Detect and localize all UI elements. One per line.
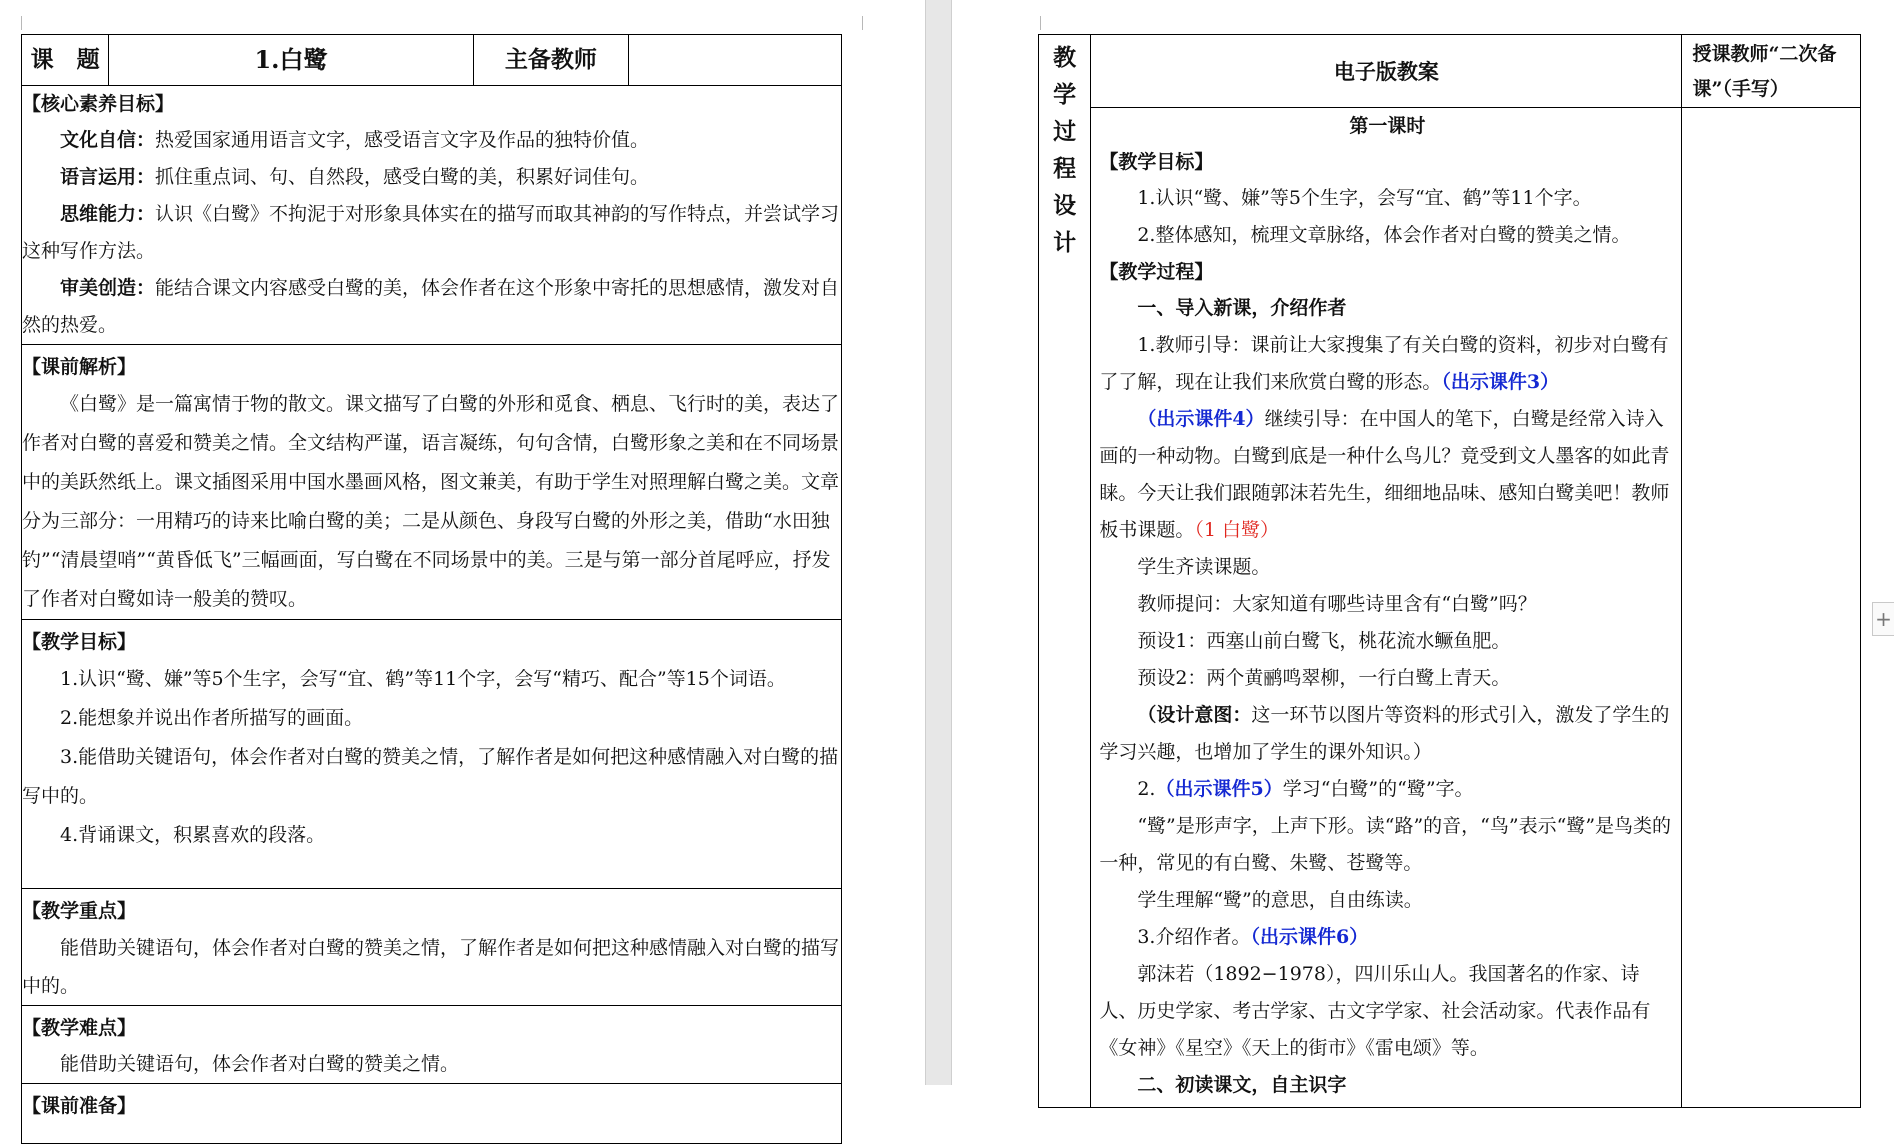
prep-section	[22, 1084, 842, 1144]
process-paragraph: 教师提问：大家知道有哪些诗里含有“白鹭”吗？	[1137, 593, 1537, 615]
process-paragraph: “鹭”是形声字，上声下形。读“路”的音，“鸟”表示“鹭”是鸟类的一种，常见的有白鹭、朱鹭、苍鹭等。	[1099, 815, 1672, 874]
goal-thinking: 思维能力：认识《白鹭》不拘泥于对形象具体实在的描写而取其神韵的写作特点，并尝试学习这种写作方法。	[22, 203, 840, 262]
lead-teacher-label: 主备教师	[473, 35, 629, 86]
pre-analysis-heading: 【课前解析】	[22, 356, 137, 378]
core-goals-heading: 【核心素养目标】	[22, 93, 175, 115]
slide-tag: （出示课件4）	[1137, 408, 1265, 430]
teacher-notes-header: 授课教师“二次备课”（手写）	[1682, 35, 1861, 108]
left-page	[0, 0, 925, 1117]
key-points-section	[22, 889, 842, 1006]
process-paragraph: 3.介绍作者。（出示课件6）	[1137, 926, 1369, 948]
difficulties-section	[22, 1006, 842, 1084]
difficulties-text: 能借助关键语句，体会作者对白鹭的赞美之情。	[60, 1053, 460, 1075]
step-heading: 一、导入新课，介绍作者	[1137, 297, 1347, 319]
prep-heading: 【课前准备】	[22, 1095, 137, 1117]
process-paragraph: 学生理解“鹭”的意思，自由练读。	[1137, 889, 1423, 911]
step-heading: 二、初读课文，自主识字	[1137, 1074, 1347, 1096]
right-page	[952, 0, 1894, 1096]
goal-language: 语言运用：抓住重点词、句、自然段，感受白鹭的美，积累好词佳句。	[60, 166, 650, 188]
process-paragraph: 预设1：西塞山前白鹭飞，桃花流水鳜鱼肥。	[1137, 630, 1511, 652]
slide-tag: （出示课件3）	[1441, 371, 1560, 393]
add-comment-button[interactable]: +	[1872, 602, 1894, 636]
lesson-plan-table-right	[1038, 34, 1861, 1108]
teaching-goal-item: 1.认识“鹭、嫌”等5个生字，会写“宜、鹤”等11个字，会写“精巧、配合”等15个词语。	[60, 668, 786, 690]
process-design-label: 教 学 过 程 设 计	[1039, 35, 1091, 1108]
design-intent: （设计意图：这一环节以图片等资料的形式引入，激发了学生的学习兴趣，也增加了学生的课外知识。）	[1099, 704, 1670, 763]
process-heading: 【教学过程】	[1099, 261, 1214, 283]
goal-culture: 文化自信：热爱国家通用语言文字，感受语言文字及作品的独特价值。	[60, 129, 650, 151]
period-title: 第一课时	[1349, 115, 1426, 137]
process-paragraph: （出示课件4）继续引导：在中国人的笔下，白鹭是经常入诗入画的一种动物。白鹭到底是一种什么鸟儿？竟受到文人墨客的如此青睐。今天让我们跟随郭沫若先生，细细地品味、感知白鹭美吧！教师板书课题。（1 白鹭）	[1099, 408, 1670, 541]
topic-label: 课 题	[22, 35, 109, 86]
pre-analysis-text: 《白鹭》是一篇寓情于物的散文。课文描写了白鹭的外形和觅食、栖息、飞行时的美，表达了作者对白鹭的喜爱和赞美之情。全文结构严谨，语言凝练，句句含情，白鹭形象之美和在不同场景中的美跃然纸上。课文插图采用中国水墨画风格，图文兼美，有助于学生对照理解白鹭之美。文章分为三部分：一用精巧的诗来比喻白鹭的美；二是从颜色、身段写白鹭的外形之美，借助“水田独钓”“清晨望哨”“黄昏低飞”三幅画面，写白鹭在不同场景中的美。三是与第一部分首尾呼应，抒发了作者对白鹭如诗一般美的赞叹。	[22, 393, 840, 610]
goals-heading: 【教学目标】	[1099, 151, 1214, 173]
crop-mark	[21, 16, 22, 30]
process-paragraph: 1.教师引导：课前让大家搜集了有关白鹭的资料，初步对白鹭有了了解，现在让我们来欣赏白鹭的形态。（出示课件3）	[1099, 334, 1669, 393]
goal-aesthetic: 审美创造：能结合课文内容感受白鹭的美，体会作者在这个形象中寄托的思想感情，激发对自然的热爱。	[22, 277, 840, 336]
lesson-title: 1.白鹭	[109, 35, 473, 86]
teaching-goal-item: 3.能借助关键语句，体会作者对白鹭的赞美之情，了解作者是如何把这种感情融入对白鹭的描写中的。	[22, 746, 839, 807]
goal-item: 1.认识“鹭、嫌”等5个生字，会写“宜、鹤”等11个字。	[1137, 187, 1592, 209]
key-points-heading: 【教学重点】	[22, 900, 137, 922]
electronic-plan-header: 电子版教案	[1091, 35, 1682, 108]
slide-tag: （出示课件5）	[1155, 778, 1283, 800]
difficulties-heading: 【教学难点】	[22, 1017, 137, 1039]
crop-mark	[862, 16, 863, 30]
board-title-tag: （1 白鹭）	[1194, 519, 1279, 541]
teaching-goal-item: 4.背诵课文，积累喜欢的段落。	[60, 824, 326, 846]
page-gutter	[925, 0, 952, 1085]
teaching-goals-heading: 【教学目标】	[22, 631, 137, 653]
goal-item: 2.整体感知，梳理文章脉络，体会作者对白鹭的赞美之情。	[1137, 224, 1631, 246]
teaching-goal-item: 2.能想象并说出作者所描写的画面。	[60, 707, 364, 729]
teaching-goals-section	[22, 620, 842, 889]
key-points-text: 能借助关键语句，体会作者对白鹭的赞美之情，了解作者是如何把这种感情融入对白鹭的描写中的。	[22, 937, 840, 997]
pre-analysis-section	[22, 345, 842, 620]
process-paragraph: 预设2：两个黄鹂鸣翠柳，一行白鹭上青天。	[1137, 667, 1511, 689]
crop-mark	[1040, 16, 1041, 30]
process-paragraph: 郭沫若（1892−1978），四川乐山人。我国著名的作家、诗人、历史学家、考古学家、古文字学家、社会活动家。代表作品有《女神》《星空》《天上的街市》《雷电颂》等。	[1099, 963, 1651, 1059]
process-paragraph: 学生齐读课题。	[1137, 556, 1271, 578]
core-goals-section	[22, 86, 842, 345]
teacher-notes-cell[interactable]	[1682, 108, 1861, 1108]
lesson-plan-table-left	[21, 34, 842, 1144]
lead-teacher-value[interactable]	[629, 35, 842, 86]
slide-tag: （出示课件6）	[1250, 926, 1369, 948]
process-paragraph: 2.（出示课件5）学习“白鹭”的“鹭”字。	[1137, 778, 1474, 800]
lesson-process-cell	[1091, 108, 1682, 1108]
